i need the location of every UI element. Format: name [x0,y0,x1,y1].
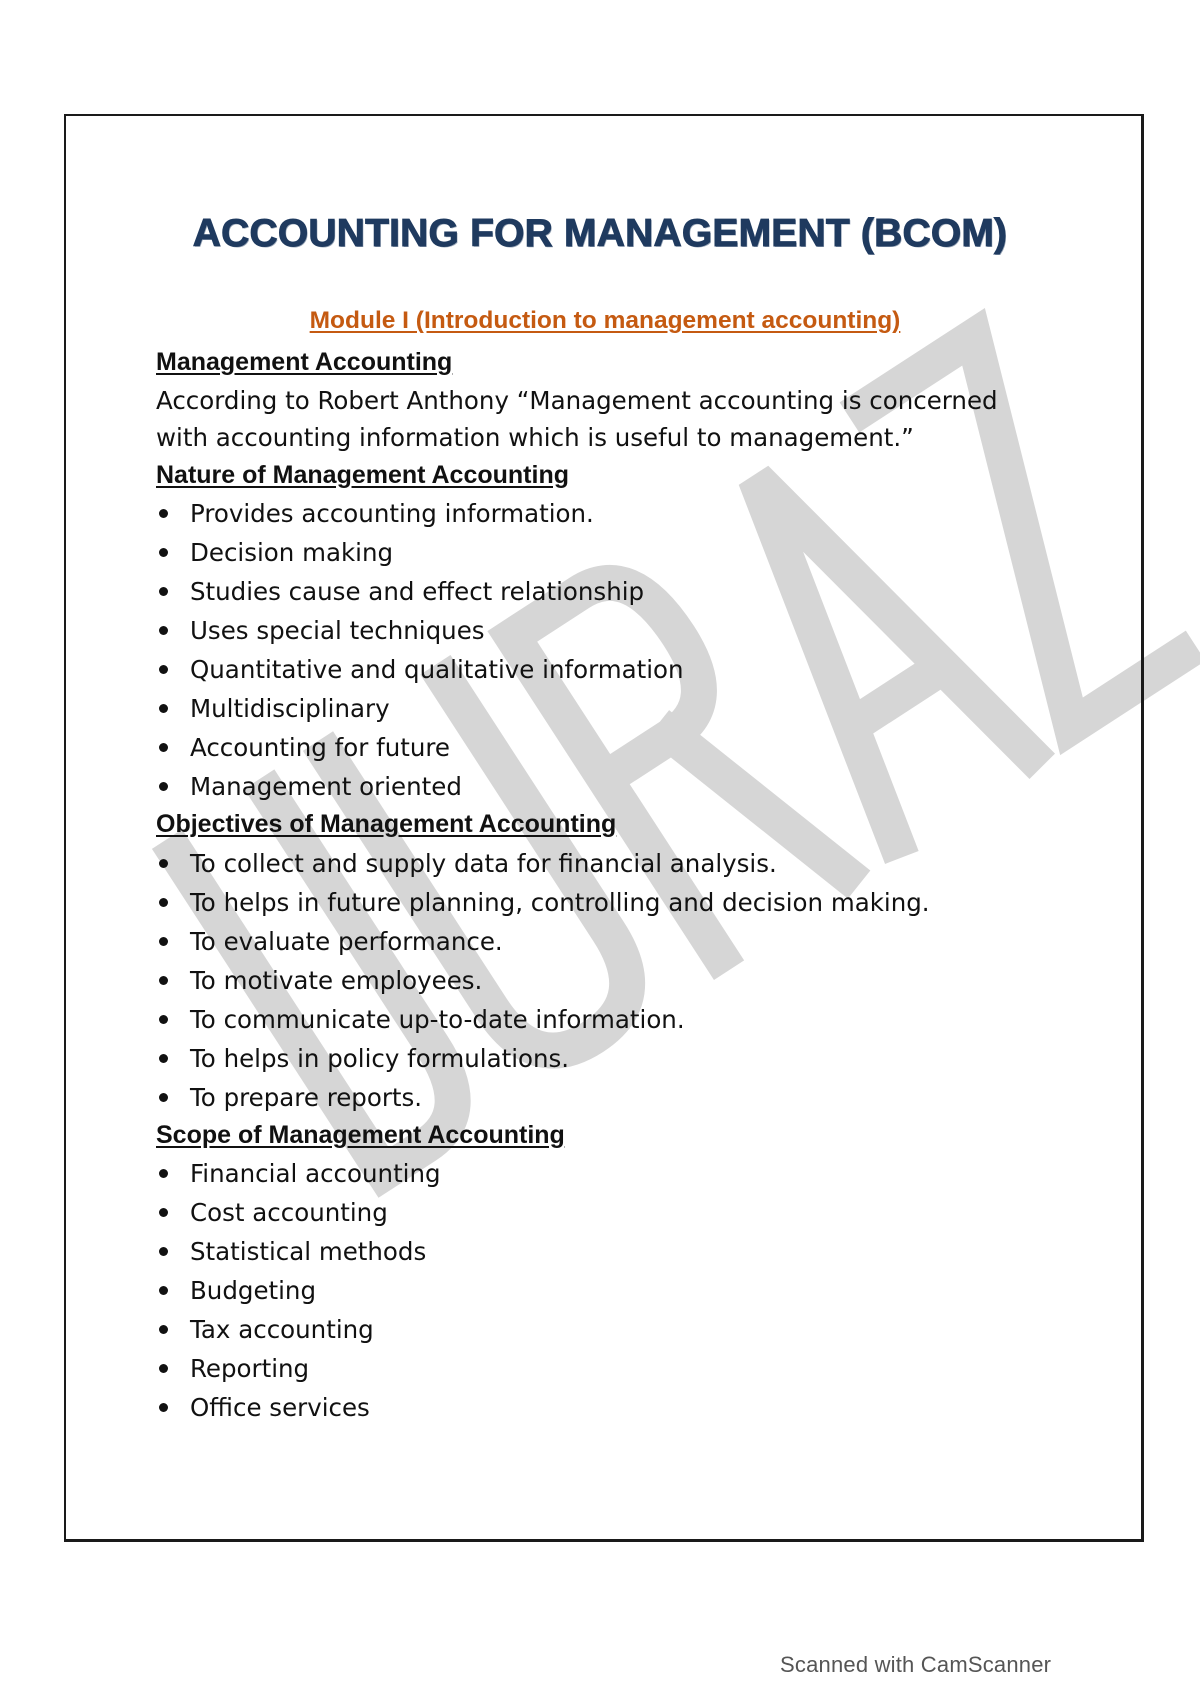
bullet-icon [159,1093,168,1102]
list-item-text: To helps in policy formulations. [190,1043,570,1073]
list-item-text: Uses special techniques [190,616,485,645]
list-item [156,883,1056,922]
module-heading: Module I (Introduction to management accounting) [309,307,901,334]
nature-list [156,494,1056,806]
list-item [156,1232,1056,1271]
list-item [156,922,1056,961]
list-item-text: Quantitative and qualitative information [190,655,684,684]
list-item [156,1271,1056,1310]
list-item [156,650,1056,689]
list-item [156,572,1056,611]
list-item-text: Studies cause and effect relationship [190,577,645,606]
bullet-icon [159,937,168,946]
list-item [156,1039,1056,1078]
list-item [156,1349,1056,1388]
list-item [156,494,1056,533]
bullet-icon [159,1169,168,1178]
document-body [156,344,1056,1427]
list-item-text: To helps in future planning, controlling and decision making. [190,887,930,917]
section-heading-nature: Nature of Management Accounting [156,460,569,489]
list-item [156,1388,1056,1427]
list-item-text: Cost accounting [190,1198,388,1227]
bullet-icon [159,548,168,557]
list-item-text: Financial accounting [190,1159,441,1188]
list-item-text: To evaluate performance. [190,926,503,956]
bullet-icon [159,626,168,635]
definition-paragraph: According to Robert Anthony “Management accounting is concerned with accounting information which is useful to management.” [156,385,998,452]
list-item [156,844,1056,883]
list-item [156,728,1056,767]
bullet-icon [159,898,168,907]
list-item-text: Budgeting [190,1276,317,1305]
list-item-text: To communicate up-to-date information. [190,1004,685,1034]
list-item-text: Reporting [190,1354,310,1383]
list-item [156,767,1056,806]
bullet-icon [159,1208,168,1217]
document-title: ACCOUNTING FOR MANAGEMENT (BCOM) [192,212,1008,255]
bullet-icon [159,1015,168,1024]
list-item-text: To motivate employees. [190,965,483,995]
list-item [156,689,1056,728]
section-heading-objectives: Objectives of Management Accounting [156,810,617,838]
bullet-icon [159,665,168,674]
list-item [156,1193,1056,1232]
bullet-icon [159,1054,168,1063]
list-item [156,961,1056,1000]
objectives-list [156,844,1056,1117]
list-item [156,1000,1056,1039]
section-heading-management-accounting: Management Accounting [156,348,453,376]
scope-list [156,1154,1056,1427]
bullet-icon [159,1286,168,1295]
list-item-text: Accounting for future [190,733,450,762]
list-item [156,611,1056,650]
bullet-icon [159,1403,168,1412]
list-item [156,533,1056,572]
bullet-icon [159,1364,168,1373]
bullet-icon [159,782,168,791]
list-item-text: To prepare reports. [190,1082,423,1112]
bullet-icon [159,1247,168,1256]
scanner-footer: Scanned with CamScanner [780,1652,1052,1677]
list-item-text: Statistical methods [190,1237,427,1266]
bullet-icon [159,859,168,868]
list-item [156,1078,1056,1117]
bullet-icon [159,587,168,596]
list-item-text: Provides accounting information. [190,499,594,528]
bullet-icon [159,509,168,518]
list-item-text: To collect and supply data for financial analysis. [190,848,777,878]
bullet-icon [159,704,168,713]
bullet-icon [159,976,168,985]
bullet-icon [159,1325,168,1334]
list-item-text: Office services [190,1393,370,1422]
list-item [156,1310,1056,1349]
list-item-text: Tax accounting [190,1315,374,1344]
list-item-text: Decision making [190,538,394,567]
bullet-icon [159,743,168,752]
list-item-text: Multidisciplinary [190,694,390,723]
list-item [156,1154,1056,1193]
list-item-text: Management oriented [190,772,462,801]
section-heading-scope: Scope of Management Accounting [156,1120,565,1149]
